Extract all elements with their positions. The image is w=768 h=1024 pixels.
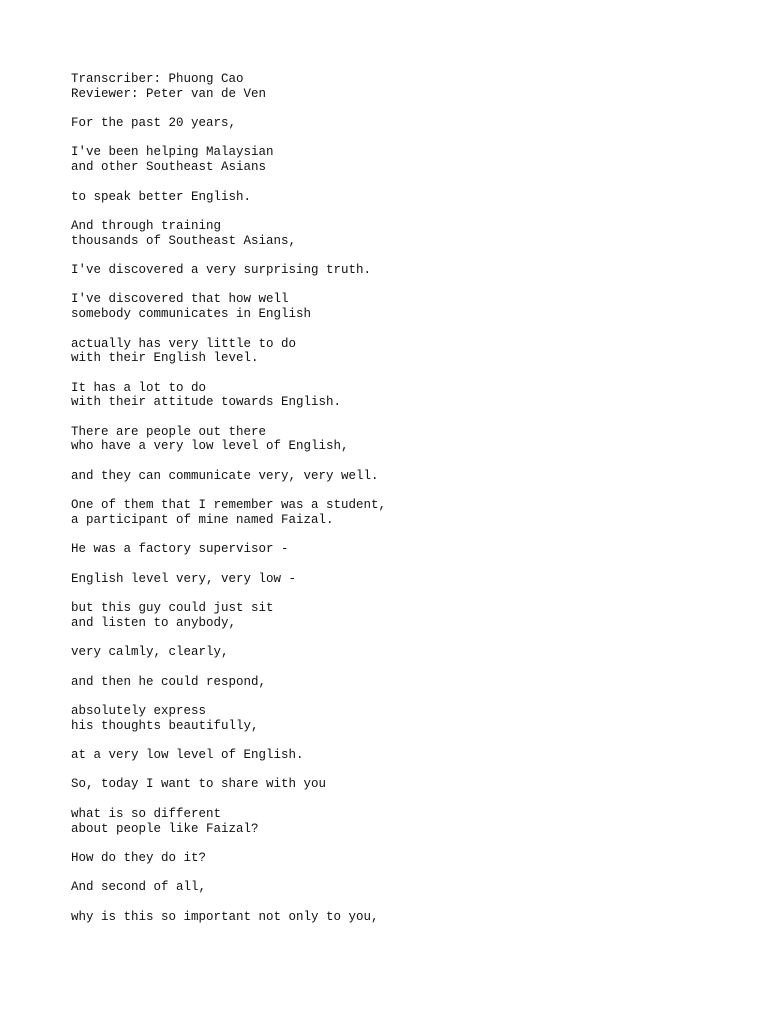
paragraph [71,704,711,733]
text-line: For the past 20 years, [71,116,237,131]
text-line: his thoughts beautifully, [71,718,259,733]
paragraph [71,425,711,454]
text-line: English level very, very low - [71,571,297,586]
text-line: and listen to anybody, [71,615,237,630]
text-line: And second of all, [71,880,207,895]
text-line: and they can communicate very, very well. [71,468,379,483]
paragraph [71,777,711,792]
transcript-body [71,72,711,939]
text-line: with their attitude towards English. [71,395,342,410]
text-line: about people like Faizal? [71,821,259,836]
paragraph [71,880,711,895]
text-line: How do they do it? [71,850,207,865]
text-line: It has a lot to do [71,380,207,395]
text-line: what is so different [71,806,222,821]
text-line: thousands of Southeast Asians, [71,233,297,248]
paragraph [71,748,711,763]
text-line: And through training [71,218,222,233]
text-line: absolutely express [71,703,207,718]
text-line: a participant of mine named Faizal. [71,512,334,527]
paragraph [71,910,711,925]
paragraph [71,542,711,557]
paragraph [71,292,711,321]
text-line: but this guy could just sit [71,601,274,616]
text-line: very calmly, clearly, [71,645,229,660]
text-line: One of them that I remember was a student, [71,498,387,513]
paragraph [71,337,711,366]
paragraph [71,572,711,587]
text-line: and then he could respond, [71,674,267,689]
paragraph [71,675,711,690]
paragraph [71,807,711,836]
text-line: and other Southeast Asians [71,160,267,175]
text-line: Reviewer: Peter van de Ven [71,86,267,101]
text-line: I've discovered that how well [71,292,289,307]
text-line: actually has very little to do [71,336,297,351]
paragraph [71,219,711,248]
paragraph [71,381,711,410]
paragraph [71,116,711,131]
paragraph [71,851,711,866]
text-line: I've been helping Malaysian [71,145,274,160]
paragraph [71,190,711,205]
text-line: somebody communicates in English [71,307,312,322]
text-line: Transcriber: Phuong Cao [71,72,244,86]
paragraph [71,469,711,484]
text-line: I've discovered a very surprising truth. [71,263,372,278]
text-line: He was a factory supervisor - [71,542,289,557]
paragraph [71,498,711,527]
paragraph [71,72,711,101]
paragraph [71,645,711,660]
text-line: There are people out there [71,424,267,439]
text-line: who have a very low level of English, [71,439,349,454]
paragraph [71,145,711,174]
paragraph [71,263,711,278]
text-line: So, today I want to share with you [71,777,327,792]
text-line: at a very low level of English. [71,748,304,763]
text-line: with their English level. [71,351,259,366]
paragraph [71,601,711,630]
text-line: to speak better English. [71,189,252,204]
text-line: why is this so important not only to you, [71,909,379,924]
